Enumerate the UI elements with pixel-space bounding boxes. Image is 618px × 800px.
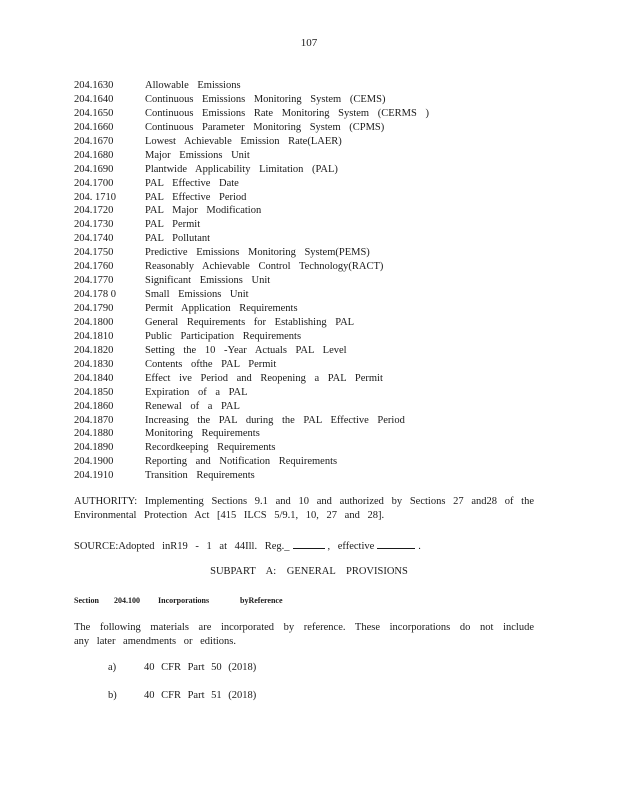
toc-row	[74, 455, 429, 469]
toc-title: Permit Application Requirements	[145, 303, 298, 314]
toc-title: PAL Major Modification	[145, 205, 262, 217]
toc-number: 204.1670	[74, 135, 114, 147]
toc-row	[74, 121, 429, 135]
toc-number: 204.1850	[74, 386, 114, 398]
toc-number: 204.1890	[74, 442, 114, 454]
toc-row	[74, 246, 429, 260]
toc-number: 204.1790	[74, 303, 114, 314]
toc-title: Small Emissions Unit	[145, 289, 249, 301]
toc-title: General Requirements for Establishing PAL	[145, 316, 355, 328]
toc-title: PAL Pollutant	[145, 233, 211, 245]
blank-line	[377, 538, 415, 549]
section-word: byReference	[240, 596, 283, 605]
toc-title: Reporting and Notification Requirements	[145, 456, 338, 468]
toc-row	[74, 204, 429, 218]
toc-title: Contents ofthe PAL Permit	[145, 358, 277, 370]
toc-number: 204.1910	[74, 470, 114, 482]
toc-row	[74, 400, 429, 414]
toc-row	[74, 135, 429, 149]
toc-title: Expiration of a PAL	[145, 386, 248, 398]
toc-number: 204. 1710	[74, 191, 116, 203]
toc-number: 204.1750	[74, 247, 114, 259]
toc-row	[74, 386, 429, 400]
toc-row	[74, 372, 429, 386]
toc-number: 204.1680	[74, 149, 114, 161]
list-label: b)	[108, 690, 117, 701]
list-text: 40 CFR Part 50 (2018)	[144, 662, 257, 673]
toc-number: 204.178 0	[74, 289, 116, 301]
toc-number: 204.1630	[74, 80, 114, 91]
intro-paragraph: The following materials are incorporated by reference. These incorporations do not include any later amendments or editions.	[74, 622, 534, 647]
toc-row	[74, 441, 429, 455]
toc-number: 204.1650	[74, 107, 114, 119]
toc-number: 204.1730	[74, 219, 114, 231]
toc-row	[74, 260, 429, 274]
toc-row	[74, 288, 429, 302]
toc-title: Allowable Emissions	[145, 80, 241, 91]
toc-title: Recordkeeping Requirements	[145, 442, 276, 454]
toc-title: Predictive Emissions Monitoring System(PEMS)	[145, 247, 370, 259]
toc-row	[74, 232, 429, 246]
toc-number: 204.1720	[74, 205, 114, 217]
authority-note: AUTHORITY: Implementing Sections 9.1 and 10 and authorized by Sections 27 and28 of the Environmental Protection Act [415 ILCS 5/9.1, 10, 27 and 28].	[74, 496, 534, 521]
toc-number: 204.1900	[74, 456, 114, 468]
toc-title: PAL Permit	[145, 219, 201, 231]
toc-number: 204.1700	[74, 177, 114, 189]
toc-title: Increasing the PAL during the PAL Effective Period	[145, 414, 405, 426]
section-word: Incorporations	[158, 596, 210, 605]
section-label: Section	[74, 596, 99, 605]
blank-line	[293, 538, 325, 549]
toc-number: 204.1690	[74, 163, 114, 175]
toc-title: Continuous Emissions Rate Monitoring System (CERMS )	[145, 107, 429, 119]
toc-title: PAL Effective Date	[145, 177, 239, 189]
toc-number: 204.1640	[74, 93, 114, 105]
subpart-heading: SUBPART A: GENERAL PROVISIONS	[210, 566, 408, 577]
toc-row	[74, 469, 429, 483]
toc-title: Major Emissions Unit	[145, 149, 250, 161]
toc-number: 204.1800	[74, 316, 114, 328]
toc-title: Renewal of a PAL	[145, 400, 240, 412]
toc-number: 204.1840	[74, 372, 114, 384]
toc-row	[74, 107, 429, 121]
toc-number: 204.1860	[74, 400, 114, 412]
section-heading	[74, 596, 283, 605]
toc-row	[74, 427, 429, 441]
toc-row	[74, 414, 429, 428]
toc-row	[74, 330, 429, 344]
toc-number: 204.1770	[74, 275, 114, 287]
toc-number: 204.1830	[74, 358, 114, 370]
toc-title: Transition Requirements	[145, 470, 255, 482]
toc-row	[74, 344, 429, 358]
section-number: 204.100	[114, 596, 140, 605]
toc-number: 204.1660	[74, 121, 114, 133]
source-note	[74, 538, 534, 554]
list-text: 40 CFR Part 51 (2018)	[144, 690, 257, 701]
toc-row	[74, 79, 429, 93]
toc-row	[74, 316, 429, 330]
toc-number: 204.1760	[74, 261, 114, 273]
toc-row	[74, 163, 429, 177]
toc-row	[74, 274, 429, 288]
toc-title: Significant Emissions Unit	[145, 275, 271, 287]
toc-title: Lowest Achievable Emission Rate(LAER)	[145, 135, 342, 147]
page-number: 107	[300, 37, 318, 49]
toc-number: 204.1810	[74, 330, 114, 342]
toc-title: Public Participation Requirements	[145, 330, 302, 342]
source-middle: , effective	[327, 541, 375, 552]
list-item	[108, 662, 256, 673]
toc-number: 204.1880	[74, 428, 114, 440]
toc-title: Setting the 10 -Year Actuals PAL Level	[145, 344, 347, 356]
source-prefix: SOURCE:Adopted inR19 - 1 at 44Ill. Reg._	[74, 541, 290, 552]
toc-title: Effect ive Period and Reopening a PAL Permit	[145, 372, 383, 384]
toc-title: Continuous Emissions Monitoring System (CEMS)	[145, 93, 386, 105]
table-of-contents	[74, 79, 429, 483]
toc-row	[74, 93, 429, 107]
toc-title: Continuous Parameter Monitoring System (CPMS)	[145, 121, 385, 133]
toc-title: Monitoring Requirements	[145, 428, 260, 440]
toc-title: Plantwide Applicability Limitation (PAL)	[145, 163, 338, 175]
toc-number: 204.1740	[74, 233, 114, 245]
toc-row	[74, 149, 429, 163]
toc-number: 204.1870	[74, 414, 114, 426]
toc-row	[74, 177, 429, 191]
toc-row	[74, 218, 429, 232]
list-item	[108, 690, 256, 701]
list-label: a)	[108, 662, 117, 673]
toc-row	[74, 191, 429, 205]
source-suffix: .	[418, 541, 421, 552]
toc-title: Reasonably Achievable Control Technology(RACT)	[145, 261, 384, 273]
toc-row	[74, 358, 429, 372]
toc-row	[74, 302, 429, 316]
toc-number: 204.1820	[74, 344, 114, 356]
toc-title: PAL Effective Period	[145, 191, 247, 203]
